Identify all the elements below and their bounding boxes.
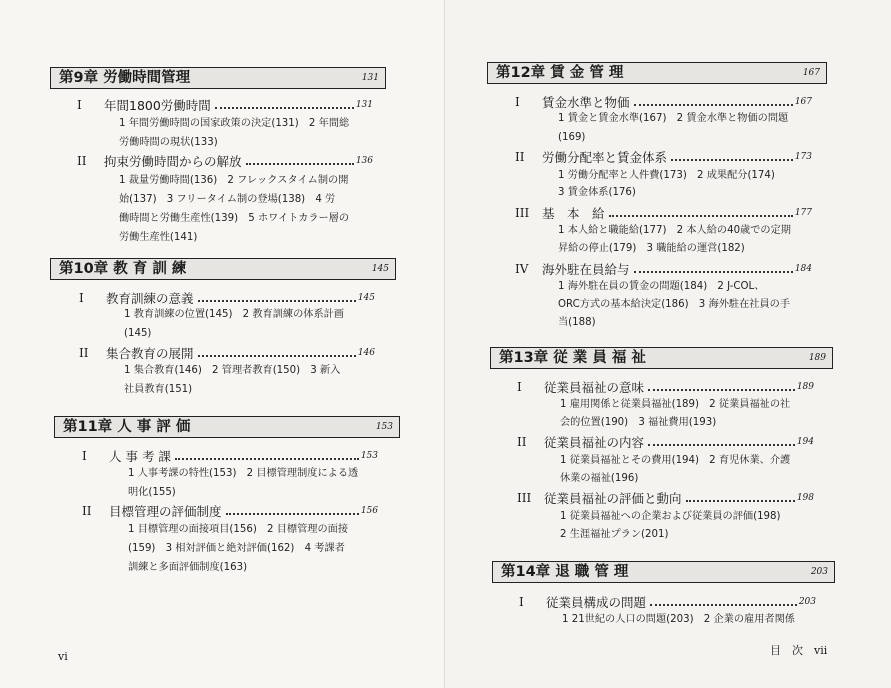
section-number: IV (515, 262, 529, 276)
leader-dots (198, 300, 356, 302)
section-title: 従業員福祉の評価と動向 (544, 491, 682, 506)
subsection-line: 1 労働分配率と人件費(173) 2 成果配分(174) (558, 170, 775, 181)
section-entry (82, 502, 378, 520)
subsection-line: 1 目標管理の面接項目(156) 2 目標管理の面接 (128, 524, 349, 535)
chapter-page: 153 (375, 422, 393, 432)
left-page (0, 0, 445, 688)
section-page: 156 (360, 506, 378, 516)
subsection-line: 1 集合教育(146) 2 管理者教育(150) 3 新入 (124, 365, 341, 376)
chapter-page: 189 (808, 353, 826, 363)
section-title: 従業員構成の問題 (546, 595, 647, 610)
leader-dots (648, 444, 795, 446)
section-entry (79, 344, 375, 362)
chapter-10-heading (50, 258, 396, 280)
section-page: 146 (357, 348, 375, 358)
section-title: 教育訓練の意義 (106, 291, 194, 306)
section-number: I (77, 98, 82, 112)
chapter-title: 第14章 退 職 管 理 (501, 564, 629, 580)
section-title: 賃金水準と物価 (542, 95, 630, 110)
chapter-title: 第12章 賃 金 管 理 (496, 65, 624, 81)
subsection-line: 訓練と多面評価制度(163) (128, 562, 248, 573)
section-page: 177 (794, 208, 812, 218)
subsection-line: (169) (558, 132, 586, 143)
subsection-line: 1 従業員福祉への企業および従業員の評価(198) (560, 511, 781, 522)
section-entry (517, 433, 814, 451)
section-title: 拘束労働時間からの解放 (104, 154, 242, 169)
chapter-page: 203 (810, 567, 828, 577)
subsection-line: 1 裁量労働時間(136) 2 フレックスタイム制の開 (119, 175, 349, 186)
leader-dots (175, 458, 359, 460)
section-entry (515, 204, 812, 222)
subsection-line: 1 雇用関係と従業員福祉(189) 2 従業員福祉の社 (560, 399, 791, 410)
page-folio: vi (58, 650, 68, 663)
leader-dots (650, 604, 797, 606)
subsection-line: 会的位置(190) 3 福祉費用(193) (560, 417, 717, 428)
section-page: 145 (357, 293, 375, 303)
subsection-line: ORC方式の基本給決定(186) 3 海外駐在社員の手 (558, 299, 791, 310)
section-title: 従業員福祉の意味 (544, 380, 645, 395)
section-title: 集合教育の展開 (106, 346, 194, 361)
section-title: 労働分配率と賃金体系 (542, 150, 668, 165)
section-title: 基 本 給 (542, 206, 605, 221)
section-page: 189 (796, 382, 814, 392)
leader-dots (198, 355, 356, 357)
leader-dots (686, 500, 795, 502)
chapter-11-heading (54, 416, 400, 438)
section-number: II (515, 150, 525, 164)
subsection-line: 1 年間労働時間の国家政策の決定(131) 2 年間総 (119, 118, 350, 129)
chapter-14-heading (492, 561, 835, 583)
subsection-line: (145) (124, 328, 152, 339)
subsection-line: 1 従業員福祉とその費用(194) 2 育児休業、介護 (560, 455, 791, 466)
chapter-page: 145 (371, 264, 389, 274)
chapter-9-heading (50, 67, 386, 89)
section-page: 136 (355, 156, 373, 166)
leader-dots (648, 389, 795, 391)
section-entry (515, 148, 812, 166)
section-page: 184 (794, 264, 812, 274)
subsection-line: 1 海外駐在員の賃金の問題(184) 2 J-COL、 (558, 281, 765, 292)
subsection-line: 1 人事考課の特性(153) 2 目標管理制度による透 (128, 468, 359, 479)
section-number: I (517, 380, 522, 394)
section-entry (515, 260, 812, 278)
section-number: II (82, 504, 92, 518)
section-entry (517, 489, 814, 507)
section-number: II (517, 435, 527, 449)
section-title: 従業員福祉の内容 (544, 435, 645, 450)
section-number: I (82, 449, 87, 463)
chapter-page: 167 (802, 68, 820, 78)
section-page: 153 (360, 451, 378, 461)
chapter-12-heading (487, 62, 827, 84)
leader-dots (609, 215, 793, 217)
section-number: III (517, 491, 532, 505)
section-entry (82, 447, 378, 465)
subsection-line: 1 21世紀の人口の問題(203) 2 企業の雇用者関係 (562, 614, 795, 625)
section-page: 173 (794, 152, 812, 162)
chapter-title: 第13章 従 業 員 福 祉 (499, 350, 646, 366)
section-page: 198 (796, 493, 814, 503)
leader-dots (634, 271, 793, 273)
section-number: II (77, 154, 87, 168)
section-page: 194 (796, 437, 814, 447)
subsection-line: 働時間と労働生産性(139) 5 ホワイトカラー層の (119, 213, 350, 224)
chapter-page: 131 (361, 73, 379, 83)
leader-dots (246, 163, 354, 165)
subsection-line: 休業の福祉(196) (560, 473, 639, 484)
subsection-line: 労働時間の現状(133) (119, 137, 218, 148)
subsection-line: 昇給の停止(179) 3 職能給の運営(182) (558, 243, 745, 254)
section-entry (517, 378, 814, 396)
subsection-line: 1 教育訓練の位置(145) 2 教育訓練の体系計画 (124, 309, 345, 320)
subsection-line: 1 賃金と賃金水準(167) 2 賃金水準と物価の問題 (558, 113, 789, 124)
section-entry (519, 593, 816, 611)
section-title: 目標管理の評価制度 (109, 504, 222, 519)
section-number: II (79, 346, 89, 360)
leader-dots (226, 513, 359, 515)
section-page: 167 (794, 97, 812, 107)
right-page (445, 0, 891, 688)
subsection-line: 当(188) (558, 317, 596, 328)
section-number: I (79, 291, 84, 305)
section-page: 203 (798, 597, 816, 607)
subsection-line: 労働生産性(141) (119, 232, 198, 243)
section-title: 海外駐在員給与 (542, 262, 630, 277)
section-title: 人 事 考 課 (109, 449, 171, 464)
subsection-line: 社員教育(151) (124, 384, 193, 395)
page-folio: 目 次 vii (770, 644, 828, 657)
subsection-line: 3 賃金体系(176) (558, 187, 636, 198)
section-page: 131 (355, 100, 373, 110)
section-entry (77, 96, 373, 114)
chapter-title: 第9章 労働時間管理 (59, 70, 191, 86)
subsection-line: 2 生涯福祉プラン(201) (560, 529, 669, 540)
leader-dots (634, 104, 793, 106)
section-number: I (519, 595, 524, 609)
subsection-line: 1 本人給と職能給(177) 2 本人給の40歳での定期 (558, 225, 791, 236)
chapter-title: 第10章 教 育 訓 練 (59, 261, 187, 277)
section-number: III (515, 206, 530, 220)
subsection-line: 始(137) 3 フリータイム制の登場(138) 4 労 (119, 194, 336, 205)
section-number: I (515, 95, 520, 109)
section-entry (77, 152, 373, 170)
subsection-line: (159) 3 相対評価と絶対評価(162) 4 考課者 (128, 543, 345, 554)
leader-dots (671, 159, 793, 161)
section-title: 年間1800労働時間 (104, 98, 211, 113)
subsection-line: 明化(155) (128, 487, 176, 498)
chapter-13-heading (490, 347, 833, 369)
chapter-title: 第11章 人 事 評 価 (63, 419, 191, 435)
leader-dots (215, 107, 354, 109)
